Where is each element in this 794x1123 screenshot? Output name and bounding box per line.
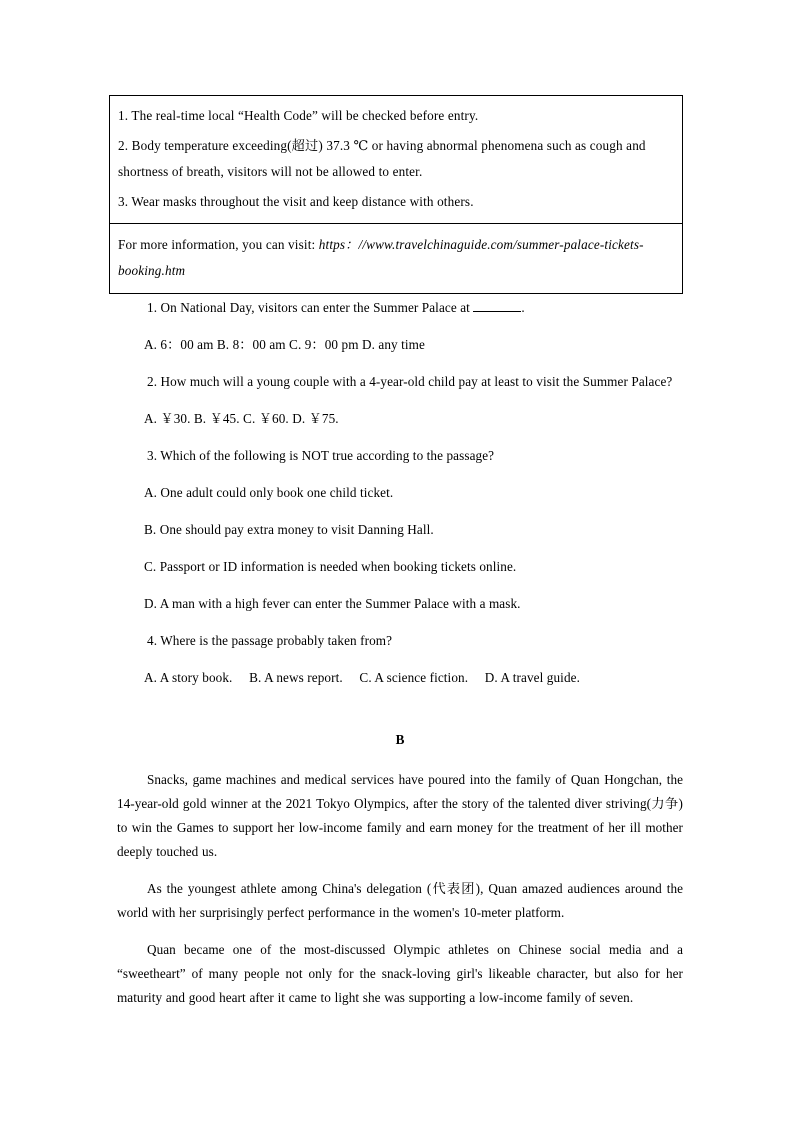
passage-paragraph-3: Quan became one of the most-discussed Olympic athletes on Chinese social media and a “sweetheart” of many people not only for the snack-loving girl's likeable character, but also for her maturity and good heart after it came to light she was supporting a low-income family of seven. [117, 942, 683, 1005]
more-info-label: For more information, you can visit: [118, 237, 319, 252]
question-2-options[interactable]: A. ￥30. B. ￥45. C. ￥60. D. ￥75. [144, 411, 339, 426]
question-2-stem: 2. How much will a young couple with a 4-year-old child pay at least to visit the Summer Palace? [147, 374, 673, 389]
info-box-more-info-section [110, 224, 682, 293]
info-rule-2: 2. Body temperature exceeding(超过) 37.3 ℃ or having abnormal phenomena such as cough and shortness of breath, visitors will not be allowed to enter. [118, 138, 646, 179]
answer-blank[interactable] [473, 311, 521, 312]
info-box [109, 95, 683, 294]
question-3-option-b[interactable]: B. One should pay extra money to visit Danning Hall. [144, 522, 434, 537]
info-rule-3: 3. Wear masks throughout the visit and keep distance with others. [118, 194, 474, 209]
question-3-stem: 3. Which of the following is NOT true according to the passage? [147, 448, 495, 463]
question-1-stem-tail: . [521, 300, 525, 315]
info-rule-1: 1. The real-time local “Health Code” will be checked before entry. [118, 108, 479, 123]
question-3-option-c[interactable]: C. Passport or ID information is needed when booking tickets online. [144, 559, 517, 574]
info-box-rules-section [110, 96, 682, 224]
question-3-option-d[interactable]: D. A man with a high fever can enter the Summer Palace with a mask. [144, 596, 521, 611]
question-1-options[interactable]: A. 6：00 am B. 8：00 am C. 9：00 pm D. any time [144, 337, 425, 352]
passage-paragraph-1: Snacks, game machines and medical services have poured into the family of Quan Hongchan, the 14-year-old gold winner at the 2021 Tokyo Olympics, after the story of the talented diver striving(力争) to win the Games to support her low-income family and earn money for the treatment of her ill mother deeply touched us. [117, 772, 683, 859]
question-4-options[interactable]: A. A story book. B. A news report. C. A science fiction. D. A travel guide. [144, 670, 580, 685]
question-1-stem [117, 299, 683, 317]
passage-b [117, 768, 683, 1023]
passage-paragraph-2: As the youngest athlete among China's delegation (代表团), Quan amazed audiences around the world with her surprisingly perfect performance in the women's 10-meter platform. [117, 881, 683, 920]
question-1-stem-text: 1. On National Day, visitors can enter the Summer Palace at [147, 300, 474, 315]
more-info-url[interactable]: https：//www.travelchinaguide.com/summer-palace-tickets-booking.htm [118, 237, 644, 278]
question-4-stem: 4. Where is the passage probably taken from? [147, 633, 393, 648]
section-heading-b: B [395, 732, 405, 747]
question-3-option-a[interactable]: A. One adult could only book one child ticket. [144, 485, 394, 500]
more-info-line [118, 232, 674, 284]
questions-block [117, 299, 683, 706]
